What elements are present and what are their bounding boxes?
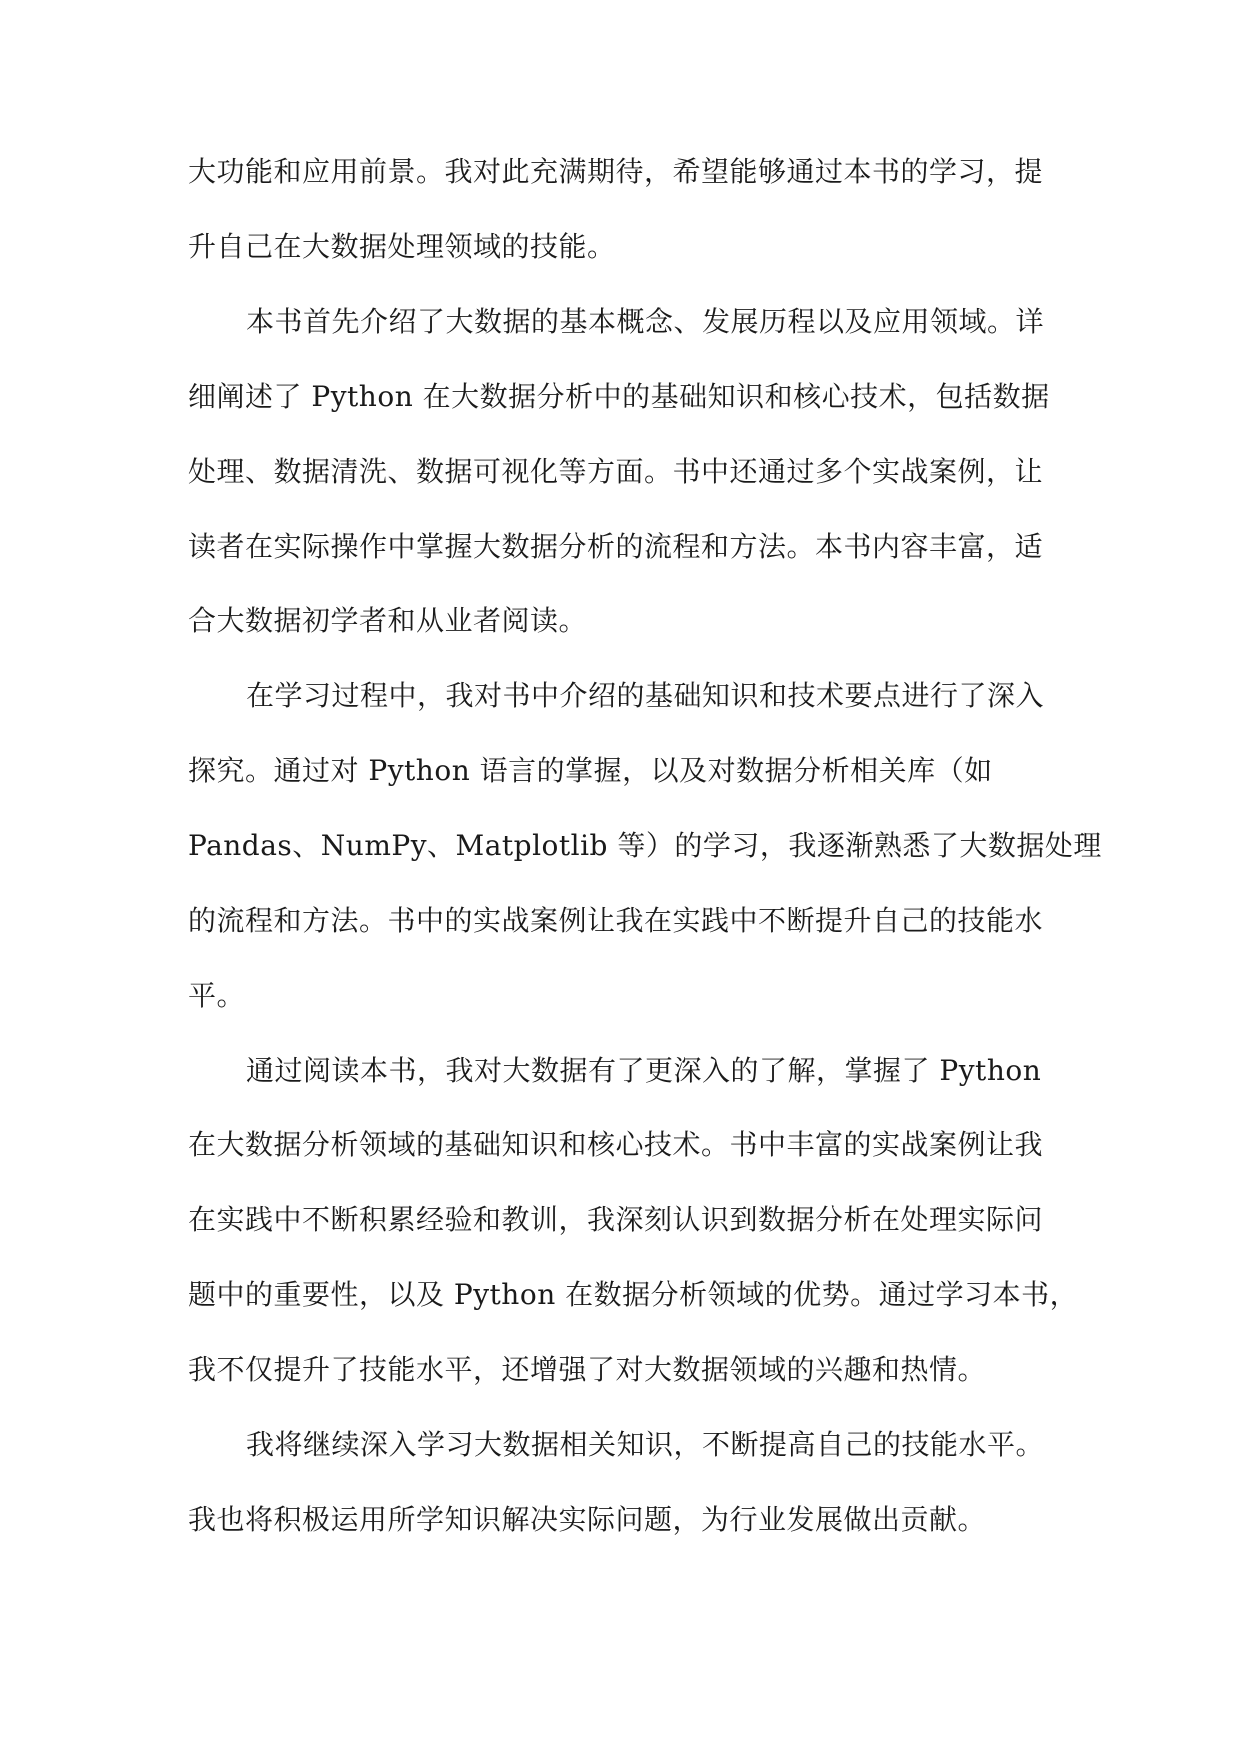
text-line: 在大数据分析领域的基础知识和核心技术。书中丰富的实战案例让我 — [188, 1128, 1044, 1161]
text-line: 在实践中不断积累经验和教训，我深刻认识到数据分析在处理实际问 — [188, 1203, 1044, 1236]
text-line: 升自己在大数据处理领域的技能。 — [188, 230, 616, 263]
text-line: 探究。通过对 Python 语言的掌握，以及对数据分析相关库（如 — [188, 754, 993, 787]
text-line: Pandas、NumPy、Matplotlib 等）的学习，我逐渐熟悉了大数据处理 — [188, 829, 1102, 862]
paragraph-start-line: 在学习过程中，我对书中介绍的基础知识和技术要点进行了深入 — [246, 679, 1045, 712]
text-line: 细阐述了 Python 在大数据分析中的基础知识和核心技术，包括数据 — [188, 380, 1050, 413]
text-line: 读者在实际操作中掌握大数据分析的流程和方法。本书内容丰富，适 — [188, 530, 1044, 563]
text-line: 的流程和方法。书中的实战案例让我在实践中不断提升自己的技能水 — [188, 904, 1044, 937]
text-line: 大功能和应用前景。我对此充满期待，希望能够通过本书的学习，提 — [188, 155, 1044, 188]
text-line: 我也将积极运用所学知识解决实际问题，为行业发展做出贡献。 — [188, 1503, 987, 1536]
text-line: 平。 — [188, 979, 246, 1012]
paragraph-start-line: 我将继续深入学习大数据相关知识，不断提高自己的技能水平。 — [246, 1428, 1045, 1461]
text-line: 题中的重要性，以及 Python 在数据分析领域的优势。通过学习本书， — [188, 1278, 1079, 1311]
text-line: 我不仅提升了技能水平，还增强了对大数据领域的兴趣和热情。 — [188, 1353, 987, 1386]
paragraph-start-line: 通过阅读本书，我对大数据有了更深入的了解，掌握了 Python — [246, 1054, 1042, 1087]
text-line: 合大数据初学者和从业者阅读。 — [188, 604, 588, 637]
text-line: 处理、数据清洗、数据可视化等方面。书中还通过多个实战案例，让 — [188, 455, 1044, 488]
paragraph-start-line: 本书首先介绍了大数据的基本概念、发展历程以及应用领域。详 — [246, 305, 1045, 338]
